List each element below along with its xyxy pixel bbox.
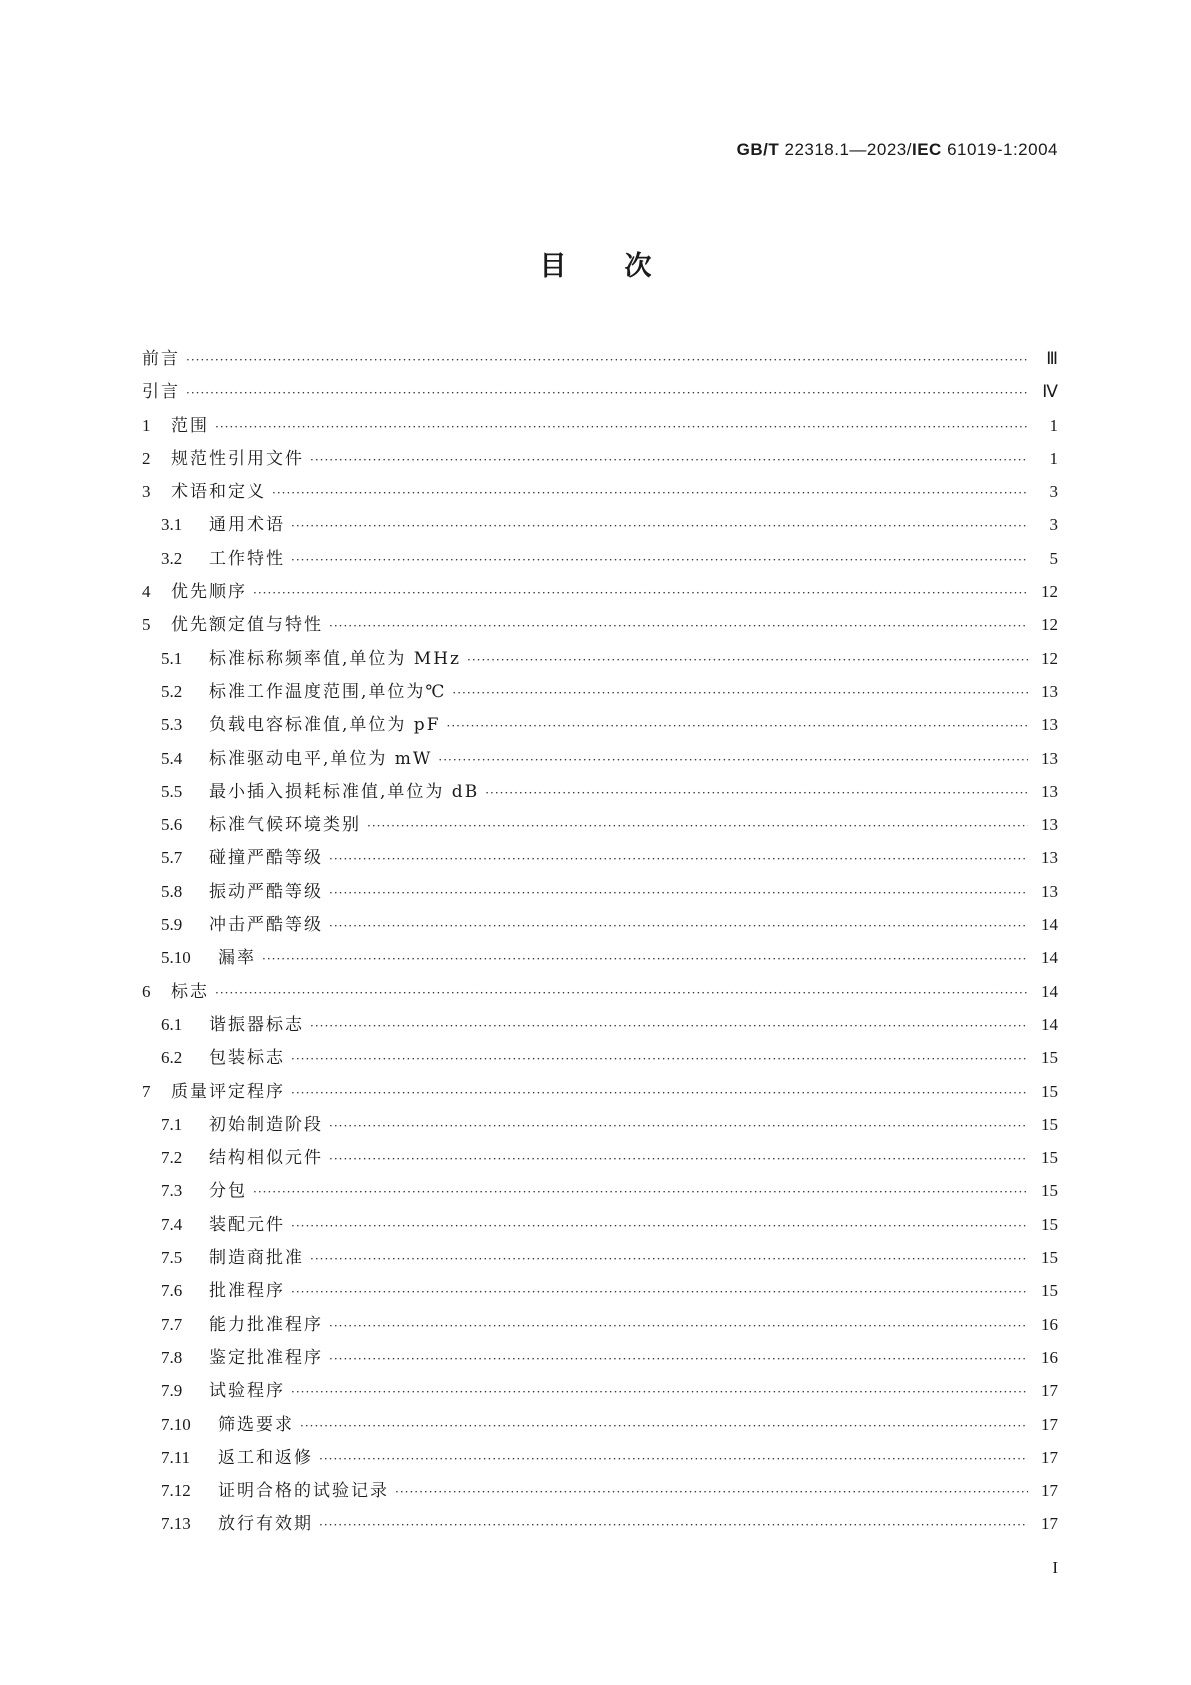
toc-entry-page: 13 bbox=[1041, 748, 1058, 768]
toc-entry-title: 标志 bbox=[171, 981, 209, 1002]
toc-entry-number: 4 bbox=[142, 582, 151, 602]
toc-entry-number: 7.13 bbox=[161, 1514, 191, 1534]
toc-title: 目次 bbox=[539, 251, 710, 282]
toc-leader-dots bbox=[186, 344, 1028, 377]
toc-leader-dots bbox=[262, 943, 1028, 976]
toc-entry-page: 12 bbox=[1041, 615, 1058, 635]
toc-entry[interactable] bbox=[142, 1008, 1058, 1041]
toc-entry[interactable] bbox=[142, 1108, 1058, 1141]
toc-entry-page: 3 bbox=[1049, 515, 1058, 535]
toc-leader-dots bbox=[438, 744, 1028, 777]
toc-entry[interactable] bbox=[142, 1141, 1058, 1174]
toc-leader-dots bbox=[452, 677, 1028, 710]
toc-entry-title: 谐振器标志 bbox=[209, 1014, 304, 1035]
toc-leader-dots bbox=[329, 1343, 1028, 1376]
toc-entry-number: 3.2 bbox=[161, 548, 183, 568]
toc-entry-page: 14 bbox=[1041, 915, 1058, 935]
toc-entry[interactable] bbox=[142, 542, 1058, 575]
toc-entry-title: 标准驱动电平,单位为 mW bbox=[209, 748, 433, 769]
toc-entry-page: 12 bbox=[1041, 648, 1058, 668]
toc-entry[interactable] bbox=[142, 675, 1058, 708]
toc-leader-dots bbox=[291, 1077, 1028, 1110]
toc-entry[interactable] bbox=[142, 575, 1058, 608]
toc-entry-number: 7.8 bbox=[161, 1347, 183, 1367]
toc-entry-title: 工作特性 bbox=[209, 548, 285, 569]
toc-entry-title: 规范性引用文件 bbox=[171, 448, 304, 469]
toc-entry-page: 16 bbox=[1041, 1347, 1058, 1367]
toc-entry-number: 7.1 bbox=[161, 1114, 183, 1134]
toc-leader-dots bbox=[329, 1143, 1028, 1176]
toc-leader-dots bbox=[485, 777, 1028, 810]
toc-entry-title: 冲击严酷等级 bbox=[209, 915, 323, 936]
toc-entry-number: 7.3 bbox=[161, 1181, 183, 1201]
toc-entry-page: 3 bbox=[1049, 482, 1058, 502]
toc-entry-title: 漏率 bbox=[218, 948, 256, 969]
toc-entry-number: 5.6 bbox=[161, 815, 183, 835]
toc-entry-number: 1 bbox=[142, 415, 151, 435]
toc-entry[interactable] bbox=[142, 1208, 1058, 1241]
toc-leader-dots bbox=[253, 1176, 1028, 1209]
toc-entry-number: 7.4 bbox=[161, 1214, 183, 1234]
toc-entry-page: 15 bbox=[1041, 1281, 1058, 1301]
toc-entry[interactable] bbox=[142, 442, 1058, 475]
toc-entry-title: 振动严酷等级 bbox=[209, 881, 323, 902]
toc-entry-page: 13 bbox=[1041, 681, 1058, 701]
toc-leader-dots bbox=[329, 877, 1028, 910]
toc-entry[interactable] bbox=[142, 342, 1058, 375]
toc-entry-page: 13 bbox=[1041, 881, 1058, 901]
toc-entry[interactable] bbox=[142, 775, 1058, 808]
toc-entry-page: 17 bbox=[1041, 1381, 1058, 1401]
toc-entry-number: 6.2 bbox=[161, 1048, 183, 1068]
toc-leader-dots bbox=[329, 1110, 1028, 1143]
toc-entry[interactable] bbox=[142, 475, 1058, 508]
toc-entry-title: 批准程序 bbox=[209, 1281, 285, 1302]
toc-leader-dots bbox=[310, 1010, 1028, 1043]
toc-entry-title: 引言 bbox=[142, 382, 180, 403]
toc-entry-number: 5.10 bbox=[161, 948, 191, 968]
toc-entry[interactable] bbox=[142, 908, 1058, 941]
toc-entry-page: 16 bbox=[1041, 1314, 1058, 1334]
toc-entry-page: 17 bbox=[1041, 1447, 1058, 1467]
toc-leader-dots bbox=[272, 477, 1028, 510]
toc-leader-dots bbox=[329, 610, 1028, 643]
toc-entry-number: 5.1 bbox=[161, 648, 183, 668]
toc-entry-number: 5.2 bbox=[161, 681, 183, 701]
toc-entry-page: 15 bbox=[1041, 1148, 1058, 1168]
toc-leader-dots bbox=[329, 1310, 1028, 1343]
toc-entry-number: 6 bbox=[142, 981, 151, 1001]
toc-entry-number: 7 bbox=[142, 1081, 151, 1101]
toc-entry-page: 15 bbox=[1041, 1248, 1058, 1268]
toc-entry[interactable] bbox=[142, 375, 1058, 408]
toc-entry-title: 试验程序 bbox=[209, 1381, 285, 1402]
toc-leader-dots bbox=[367, 810, 1028, 843]
toc-leader-dots bbox=[291, 510, 1028, 543]
toc-leader-dots bbox=[291, 1276, 1028, 1309]
toc-entry-page: 15 bbox=[1041, 1181, 1058, 1201]
toc-entry-title: 标准气候环境类别 bbox=[209, 815, 361, 836]
toc-entry-title: 装配元件 bbox=[209, 1214, 285, 1235]
toc-leader-dots bbox=[186, 377, 1028, 410]
toc-entry[interactable] bbox=[142, 975, 1058, 1008]
toc-leader-dots bbox=[291, 1376, 1028, 1409]
toc-entry[interactable] bbox=[142, 708, 1058, 741]
toc-leader-dots bbox=[300, 1410, 1028, 1443]
toc-entry[interactable] bbox=[142, 1408, 1058, 1441]
toc-entry-title: 证明合格的试验记录 bbox=[218, 1481, 389, 1502]
standard-number-main: 22318.1—2023/ bbox=[784, 140, 912, 159]
toc-entry[interactable] bbox=[142, 1507, 1058, 1540]
toc-entry-title: 标准标称频率值,单位为 MHz bbox=[209, 648, 461, 669]
toc-entry[interactable] bbox=[142, 1174, 1058, 1207]
toc-entry-number: 7.9 bbox=[161, 1381, 183, 1401]
toc-entry-number: 5.9 bbox=[161, 915, 183, 935]
toc-entry-number: 2 bbox=[142, 448, 151, 468]
toc-entry-page: 13 bbox=[1041, 815, 1058, 835]
toc-leader-dots bbox=[253, 577, 1028, 610]
toc-entry-title: 术语和定义 bbox=[171, 482, 266, 503]
toc-entry[interactable] bbox=[142, 875, 1058, 908]
toc-leader-dots bbox=[467, 644, 1028, 677]
toc-entry-title: 碰撞严酷等级 bbox=[209, 848, 323, 869]
toc-entry-title: 结构相似元件 bbox=[209, 1148, 323, 1169]
toc-entry-title: 优先额定值与特性 bbox=[171, 615, 323, 636]
toc-entry-title: 优先顺序 bbox=[171, 582, 247, 603]
toc-entry-title: 范围 bbox=[171, 415, 209, 436]
toc-entry-page: 15 bbox=[1041, 1081, 1058, 1101]
toc-entry-number: 5.4 bbox=[161, 748, 183, 768]
toc-leader-dots bbox=[215, 977, 1028, 1010]
toc-leader-dots bbox=[291, 1043, 1028, 1076]
toc-entry[interactable] bbox=[142, 1274, 1058, 1307]
toc-entry-number: 3 bbox=[142, 482, 151, 502]
toc-leader-dots bbox=[447, 710, 1029, 743]
toc-entry-title: 放行有效期 bbox=[218, 1514, 313, 1535]
toc-entry-number: 5.8 bbox=[161, 881, 183, 901]
toc-leader-dots bbox=[291, 1210, 1028, 1243]
toc-entry[interactable] bbox=[142, 1341, 1058, 1374]
toc-entry-page: 13 bbox=[1041, 848, 1058, 868]
toc-entry[interactable] bbox=[142, 1241, 1058, 1274]
toc-entry-number: 7.7 bbox=[161, 1314, 183, 1334]
toc-entry-number: 5.5 bbox=[161, 781, 183, 801]
toc-entry-title: 前言 bbox=[142, 349, 180, 369]
toc-entry-number: 5.3 bbox=[161, 715, 183, 735]
toc-entry-title: 初始制造阶段 bbox=[209, 1114, 323, 1135]
toc-leader-dots bbox=[310, 1243, 1028, 1276]
toc-entry[interactable] bbox=[142, 1308, 1058, 1341]
toc-entry-title: 筛选要求 bbox=[218, 1414, 294, 1435]
toc-entry-title: 包装标志 bbox=[209, 1048, 285, 1069]
toc-entry-number: 7.10 bbox=[161, 1414, 191, 1434]
standard-iec-prefix: IEC bbox=[911, 140, 942, 159]
standard-prefix: GB/T bbox=[736, 140, 780, 159]
toc-entry-title: 鉴定批准程序 bbox=[209, 1347, 323, 1368]
toc-entry-title: 通用术语 bbox=[209, 515, 285, 536]
toc-leader-dots bbox=[319, 1509, 1028, 1542]
table-of-contents bbox=[142, 342, 1058, 1541]
toc-leader-dots bbox=[291, 544, 1028, 577]
toc-entry[interactable] bbox=[142, 941, 1058, 974]
toc-entry-title: 返工和返修 bbox=[218, 1447, 313, 1468]
toc-entry-title: 最小插入损耗标准值,单位为 dB bbox=[209, 781, 480, 802]
toc-entry-page: 17 bbox=[1041, 1414, 1058, 1434]
toc-entry-number: 5 bbox=[142, 615, 151, 635]
toc-entry-page: 14 bbox=[1041, 1014, 1058, 1034]
toc-entry-title: 制造商批准 bbox=[209, 1248, 304, 1269]
toc-leader-dots bbox=[329, 843, 1028, 876]
toc-entry-number: 5.7 bbox=[161, 848, 183, 868]
toc-entry-page: 1 bbox=[1049, 415, 1058, 435]
toc-entry-page: 14 bbox=[1041, 981, 1058, 1001]
toc-entry-page: 17 bbox=[1041, 1481, 1058, 1501]
toc-entry-page: Ⅲ bbox=[1046, 349, 1058, 368]
toc-entry-page: 5 bbox=[1049, 548, 1058, 568]
toc-leader-dots bbox=[215, 411, 1028, 444]
toc-entry-page: 14 bbox=[1041, 948, 1058, 968]
toc-leader-dots bbox=[395, 1476, 1028, 1509]
toc-entry-number: 6.1 bbox=[161, 1014, 183, 1034]
toc-entry-number: 3.1 bbox=[161, 515, 183, 535]
toc-entry[interactable] bbox=[142, 1075, 1058, 1108]
toc-entry-title: 能力批准程序 bbox=[209, 1314, 323, 1335]
toc-entry-title: 质量评定程序 bbox=[171, 1081, 285, 1102]
toc-entry[interactable] bbox=[142, 1374, 1058, 1407]
toc-leader-dots bbox=[319, 1443, 1028, 1476]
toc-entry-page: 12 bbox=[1041, 582, 1058, 602]
toc-entry[interactable] bbox=[142, 742, 1058, 775]
toc-entry-page: 15 bbox=[1041, 1214, 1058, 1234]
toc-entry-page: 13 bbox=[1041, 781, 1058, 801]
toc-entry[interactable] bbox=[142, 808, 1058, 841]
toc-leader-dots bbox=[329, 910, 1028, 943]
toc-entry-page: 1 bbox=[1049, 448, 1058, 468]
standard-iec-number: 61019-1:2004 bbox=[947, 140, 1058, 159]
standard-number bbox=[737, 140, 1058, 160]
toc-entry-title: 负载电容标准值,单位为 pF bbox=[209, 715, 441, 736]
toc-entry[interactable] bbox=[142, 608, 1058, 641]
toc-entry[interactable] bbox=[142, 409, 1058, 442]
toc-entry[interactable] bbox=[142, 1474, 1058, 1507]
toc-entry-page: 15 bbox=[1041, 1114, 1058, 1134]
toc-entry-page: 15 bbox=[1041, 1048, 1058, 1068]
toc-entry[interactable] bbox=[142, 841, 1058, 874]
toc-entry-title: 标准工作温度范围,单位为℃ bbox=[209, 681, 447, 702]
toc-entry-page: Ⅳ bbox=[1042, 382, 1058, 402]
toc-entry[interactable] bbox=[142, 642, 1058, 675]
toc-entry-number: 7.5 bbox=[161, 1248, 183, 1268]
toc-entry-page: 13 bbox=[1041, 715, 1058, 735]
toc-leader-dots bbox=[310, 444, 1028, 477]
toc-entry-number: 7.6 bbox=[161, 1281, 183, 1301]
toc-entry-title: 分包 bbox=[209, 1181, 247, 1202]
toc-entry[interactable] bbox=[142, 1041, 1058, 1074]
toc-entry-number: 7.12 bbox=[161, 1481, 191, 1501]
toc-entry-page: 17 bbox=[1041, 1514, 1058, 1534]
toc-entry-number: 7.11 bbox=[161, 1447, 191, 1467]
toc-entry[interactable] bbox=[142, 508, 1058, 541]
toc-entry-number: 7.2 bbox=[161, 1148, 183, 1168]
page-number: I bbox=[1052, 1558, 1058, 1577]
toc-entry[interactable] bbox=[142, 1441, 1058, 1474]
